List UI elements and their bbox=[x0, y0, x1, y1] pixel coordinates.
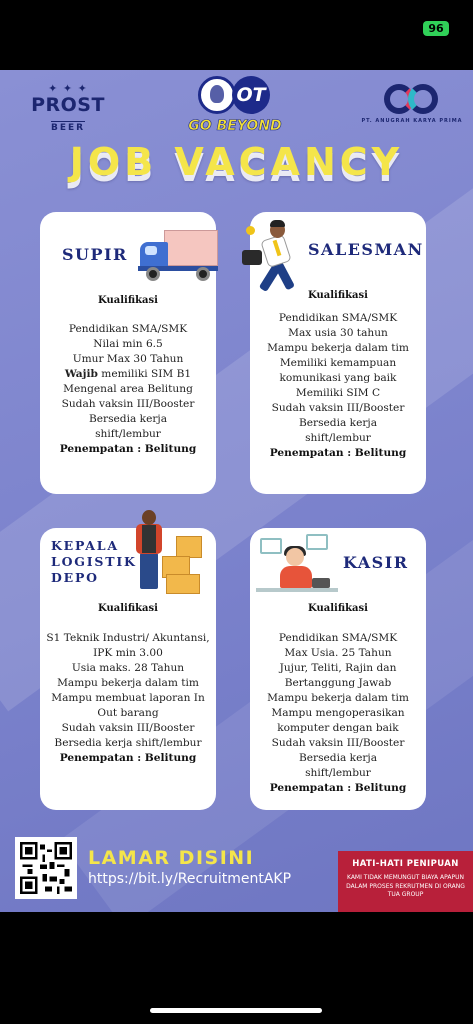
requirement-item: Sudah vaksin III/Booster bbox=[61, 722, 195, 734]
requirement-list bbox=[250, 631, 426, 796]
requirement-item: Nilai min 6.5 bbox=[93, 338, 163, 350]
salesman-icon bbox=[242, 220, 302, 300]
qr-code[interactable] bbox=[15, 837, 77, 899]
requirement-text: memiliki SIM B1 bbox=[97, 368, 192, 380]
job-title: SUPIR bbox=[62, 245, 128, 264]
qualification-heading: Kualifikasi bbox=[98, 603, 158, 614]
requirement-item: Memiliki kemampuan bbox=[279, 357, 397, 369]
job-card-salesman bbox=[250, 212, 426, 494]
job-card-kepala-logistik-depo bbox=[40, 528, 216, 810]
requirement-item: komputer dengan baik bbox=[277, 722, 399, 734]
ot-logo-mark: OT bbox=[232, 76, 270, 114]
job-card-kasir bbox=[250, 528, 426, 810]
requirement-item: Mampu bekerja dalam tim bbox=[57, 677, 199, 689]
requirement-item: shift/lembur bbox=[95, 428, 161, 440]
founder-portrait-icon bbox=[198, 76, 236, 114]
battery-indicator: 96 bbox=[423, 21, 449, 36]
requirement-item: Max Usia. 25 Tahun bbox=[284, 647, 392, 659]
truck-icon bbox=[136, 228, 220, 284]
placement-text: Penempatan : Belitung bbox=[269, 782, 407, 794]
go-beyond-text: GO BEYOND bbox=[188, 118, 282, 134]
requirement-item: Sudah vaksin III/Booster bbox=[271, 402, 405, 414]
requirement-item: Memiliki SIM C bbox=[295, 387, 381, 399]
requirement-item: Bertanggung Jawab bbox=[284, 677, 392, 689]
job-title: SALESMAN bbox=[308, 240, 424, 259]
requirement-item: Jujur, Teliti, Rajin dan bbox=[279, 662, 397, 674]
job-vacancy-poster bbox=[0, 70, 473, 912]
prost-logo-name: PROST bbox=[31, 94, 105, 116]
requirement-item bbox=[46, 367, 210, 382]
headline: JOB VACANCY bbox=[69, 140, 404, 184]
requirement-list bbox=[250, 311, 426, 461]
warning-text: KAMI TIDAK MEMUNGUT BIAYA APAPUN DALAM PROSES REKRUTMEN DI ORANG TUA GROUP bbox=[346, 874, 465, 898]
placement-text: Penempatan : Belitung bbox=[269, 447, 407, 459]
requirement-item: Mampu bekerja dalam tim bbox=[267, 692, 409, 704]
go-beyond-logo bbox=[180, 74, 290, 140]
warning-title: HATI-HATI PENIPUAN bbox=[352, 859, 459, 869]
akp-company-name: PT. ANUGRAH KARYA PRIMA bbox=[361, 118, 463, 124]
requirement-item: Bersedia kerja shift/lembur bbox=[54, 737, 202, 749]
requirement-item: shift/lembur bbox=[305, 432, 371, 444]
apply-heading: LAMAR DISINI bbox=[88, 847, 255, 869]
requirement-item: Max usia 30 tahun bbox=[288, 327, 388, 339]
job-card-supir bbox=[40, 212, 216, 494]
requirement-item: Out barang bbox=[97, 707, 159, 719]
akp-rings-icon bbox=[382, 84, 442, 114]
requirement-item: Pendidikan SMA/SMK bbox=[68, 323, 188, 335]
requirement-item: Sudah vaksin III/Booster bbox=[61, 398, 195, 410]
requirement-item: Usia maks. 28 Tahun bbox=[71, 662, 185, 674]
prost-logo-beer: BEER bbox=[50, 123, 86, 133]
fraud-warning-box bbox=[338, 851, 473, 912]
requirement-item: shift/lembur bbox=[305, 767, 371, 779]
requirement-item: komunikasi yang baik bbox=[279, 372, 397, 384]
requirement-item: IPK min 3.00 bbox=[93, 647, 163, 659]
requirement-item: Mengenal area Belitung bbox=[63, 383, 193, 395]
job-title: KEPALA LOGISTIK DEPO bbox=[51, 538, 137, 585]
cashier-icon bbox=[256, 534, 338, 600]
warehouse-worker-icon bbox=[132, 506, 202, 598]
requirement-item: Umur Max 30 Tahun bbox=[72, 353, 184, 365]
requirement-item: Bersedia kerja bbox=[298, 417, 378, 429]
akp-logo bbox=[360, 84, 464, 132]
qualification-heading: Kualifikasi bbox=[98, 295, 158, 306]
status-bar bbox=[0, 0, 473, 70]
requirement-item: Mampu bekerja dalam tim bbox=[267, 342, 409, 354]
placement-text: Penempatan : Belitung bbox=[59, 752, 197, 764]
requirement-item: Sudah vaksin III/Booster bbox=[271, 737, 405, 749]
requirement-item: S1 Teknik Industri/ Akuntansi, bbox=[46, 632, 210, 644]
requirement-item: Pendidikan SMA/SMK bbox=[278, 312, 398, 324]
recruitment-link[interactable]: https://bit.ly/RecruitmentAKP bbox=[88, 871, 292, 887]
qr-code-icon bbox=[20, 842, 72, 894]
qualification-heading: Kualifikasi bbox=[308, 603, 368, 614]
requirement-item: Mampu membuat laporan In bbox=[51, 692, 205, 704]
prost-beer-logo bbox=[28, 82, 108, 132]
requirement-item: Pendidikan SMA/SMK bbox=[278, 632, 398, 644]
requirement-item: Mampu mengoperasikan bbox=[271, 707, 405, 719]
qualification-heading: Kualifikasi bbox=[308, 290, 368, 301]
home-indicator[interactable] bbox=[150, 1008, 322, 1013]
job-title: KASIR bbox=[343, 553, 409, 572]
requirement-emphasis: Wajib bbox=[64, 368, 98, 380]
requirement-item: Bersedia kerja bbox=[298, 752, 378, 764]
requirement-list bbox=[40, 322, 216, 457]
wings-icon: ✦ ✦ ✦ bbox=[48, 82, 88, 95]
requirement-item: Bersedia kerja bbox=[88, 413, 168, 425]
requirement-list bbox=[40, 631, 216, 766]
placement-text: Penempatan : Belitung bbox=[59, 443, 197, 455]
